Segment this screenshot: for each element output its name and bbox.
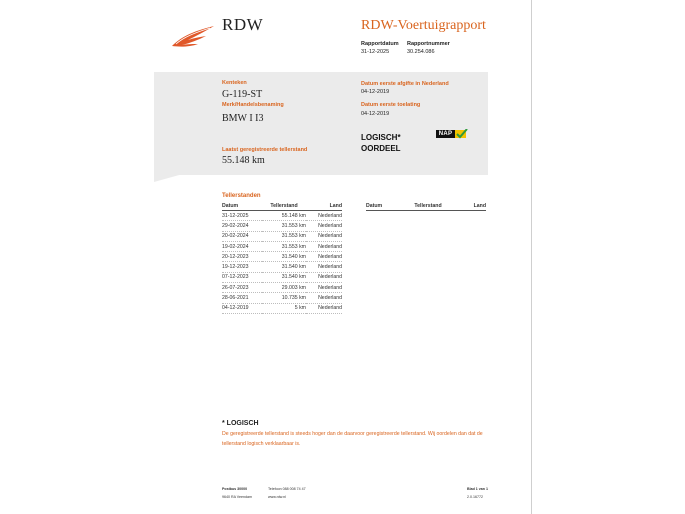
col-header-country: Land — [450, 202, 486, 211]
cell-odometer: 31.540 km — [262, 252, 306, 262]
cell-country: Nederland — [306, 283, 342, 293]
readings-header-row — [366, 202, 486, 211]
cell-odometer: 31.553 km — [262, 221, 306, 231]
nap-badge-icon — [436, 129, 468, 141]
cell-odometer: 55.148 km — [262, 211, 306, 221]
nap-logo-text: NAP — [436, 130, 455, 138]
col-header-date: Datum — [366, 202, 406, 211]
report-number: 30.254.086 — [407, 49, 435, 55]
last-odometer-label: Laatst geregistreerde tellerstand — [222, 147, 308, 153]
cell-country: Nederland — [306, 272, 342, 282]
cell-country: Nederland — [306, 211, 342, 221]
footer-page-number: Blad 1 van 1 — [467, 487, 488, 491]
cell-date: 26-07-2023 — [222, 283, 262, 293]
readings-title: Tellerstanden — [222, 193, 261, 199]
table-row — [222, 303, 342, 313]
brand-value: BMW I I3 — [222, 113, 264, 124]
cell-date: 19-02-2024 — [222, 241, 262, 251]
table-row — [222, 283, 342, 293]
cell-country: Nederland — [306, 241, 342, 251]
plate-label: Kenteken — [222, 80, 247, 86]
panel-tail — [154, 172, 190, 182]
verdict-line2: OORDEEL — [361, 144, 401, 153]
cell-country: Nederland — [306, 252, 342, 262]
footer-phone: Telefoon 088 008 74 47 — [268, 487, 306, 491]
cell-date: 20-02-2024 — [222, 231, 262, 241]
table-row — [222, 241, 342, 251]
cell-date: 04-12-2019 — [222, 303, 262, 313]
cell-odometer: 10.735 km — [262, 293, 306, 303]
footnote-label: * LOGISCH — [222, 420, 259, 427]
footer-website: www.rdw.nl — [268, 495, 286, 499]
col-header-country: Land — [306, 202, 342, 211]
readings-table-right — [366, 202, 486, 211]
cell-country: Nederland — [306, 303, 342, 313]
table-row — [222, 211, 342, 221]
first-admission-label: Datum eerste toelating — [361, 102, 421, 108]
plate-value: G-119-ST — [222, 89, 263, 100]
footer-version: 2.0.16772 — [467, 495, 483, 499]
cell-odometer: 5 km — [262, 303, 306, 313]
cell-date: 31-12-2025 — [222, 211, 262, 221]
table-row — [222, 231, 342, 241]
cell-country: Nederland — [306, 231, 342, 241]
last-odometer-value: 55.148 km — [222, 155, 265, 166]
cell-odometer: 31.553 km — [262, 241, 306, 251]
cell-odometer: 29.003 km — [262, 283, 306, 293]
cell-odometer: 31.540 km — [262, 272, 306, 282]
report-number-label: Rapportnummer — [407, 41, 450, 47]
footnote-text: De geregistreerde tellerstand is steeds hoger dan de daarvoor geregistreerde tellerstand. Wij oordelen dan dat de tellerstand logisch verklaarbaar is. — [222, 431, 483, 447]
cell-date: 29-02-2024 — [222, 221, 262, 231]
report-date: 31-12-2025 — [361, 49, 390, 55]
table-row — [222, 262, 342, 272]
nap-checkmark-icon — [455, 129, 468, 140]
vehicle-summary-panel — [154, 72, 488, 175]
cell-country: Nederland — [306, 221, 342, 231]
cell-date: 19-12-2023 — [222, 262, 262, 272]
cell-date: 07-12-2023 — [222, 272, 262, 282]
readings-table — [222, 202, 342, 314]
first-admission-value: 04-12-2019 — [361, 111, 390, 117]
footer-postbus: Postbus 30000 — [222, 487, 248, 491]
footer-address: 9640 RA Veendam — [222, 495, 252, 499]
cell-date: 20-12-2023 — [222, 252, 262, 262]
logo-text: RDW — [222, 15, 264, 34]
col-header-odometer: Tellerstand — [406, 202, 450, 211]
verdict-line1: LOGISCH* — [361, 133, 401, 142]
cell-odometer: 31.553 km — [262, 231, 306, 241]
col-header-date: Datum — [222, 202, 262, 211]
table-row — [222, 293, 342, 303]
cell-date: 28-06-2021 — [222, 293, 262, 303]
cell-country: Nederland — [306, 262, 342, 272]
rdw-logo-icon — [170, 22, 216, 48]
table-row — [222, 272, 342, 282]
cell-country: Nederland — [306, 293, 342, 303]
report-title: RDW-Voertuigrapport — [361, 18, 486, 33]
report-date-label: Rapportdatum — [361, 41, 399, 47]
table-row — [222, 252, 342, 262]
table-row — [222, 221, 342, 231]
brand-label: Merk/Handelsbenaming — [222, 102, 284, 108]
first-issue-nl-label: Datum eerste afgifte in Nederland — [361, 81, 449, 87]
cell-odometer: 31.540 km — [262, 262, 306, 272]
first-issue-nl-value: 04-12-2019 — [361, 89, 390, 95]
readings-header-row — [222, 202, 342, 211]
col-header-odometer: Tellerstand — [262, 202, 306, 211]
